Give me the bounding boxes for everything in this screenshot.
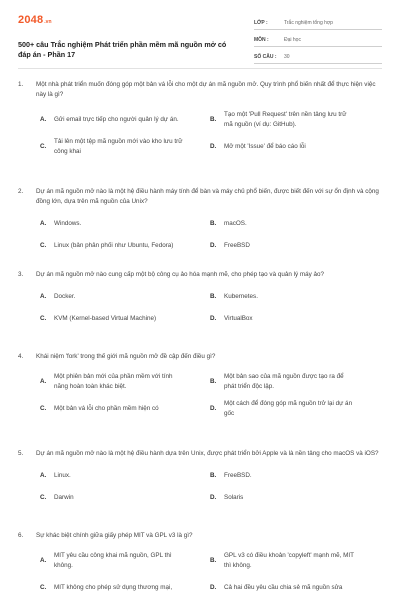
question-header bbox=[18, 449, 382, 459]
option-letter: C. bbox=[40, 315, 47, 323]
option-text: Cả hai đều yêu cầu chia sẻ mã nguồn sửa bbox=[224, 583, 343, 591]
option-letter: B. bbox=[210, 556, 217, 564]
option-row bbox=[40, 547, 382, 574]
option-c[interactable] bbox=[40, 395, 210, 422]
question-text: Dự án mã nguồn mở nào là một hệ điều hành dựa trên Unix, được phát triển bởi Apple và là nền tảng cho macOS và iOS? bbox=[36, 450, 379, 457]
meta-row-class bbox=[254, 16, 382, 30]
option-text: Windows. bbox=[54, 220, 82, 228]
option-text: Linux. bbox=[54, 472, 71, 480]
option-row bbox=[40, 286, 382, 308]
option-a[interactable] bbox=[40, 465, 210, 487]
option-text: Gửi email trực tiếp cho người quản lý dự án. bbox=[54, 115, 179, 123]
question-number: 6. bbox=[18, 532, 24, 539]
option-letter: C. bbox=[40, 404, 47, 412]
answer-options bbox=[40, 547, 382, 601]
option-text: macOS. bbox=[224, 220, 247, 228]
option-text: Docker. bbox=[54, 293, 76, 301]
option-letter: D. bbox=[210, 242, 217, 250]
question-text: Dự án mã nguồn mở nào là một hệ điều hành máy tính để bàn và máy chủ phổ biến, được biết đến với sự ổn định và cộng đồng lớn, dựa trên mã nguồn của Unix? bbox=[36, 188, 379, 205]
answer-options bbox=[40, 465, 382, 509]
meta-row-subject bbox=[254, 33, 382, 47]
option-row bbox=[40, 574, 382, 601]
option-a[interactable] bbox=[40, 547, 210, 574]
meta-value: Đại học bbox=[284, 36, 301, 43]
option-text: Một phiên bản mới của phần mềm với tính năng hoàn toàn khác biệt. bbox=[54, 373, 173, 390]
option-d[interactable] bbox=[210, 487, 380, 509]
question-2 bbox=[18, 187, 382, 257]
option-letter: A. bbox=[40, 293, 47, 301]
question-text: Khái niệm 'fork' trong thế giới mã nguồn mở đề cập đến điều gì? bbox=[36, 353, 216, 360]
document-title: 500+ câu Trắc nghiệm Phát triển phần mềm mã nguồn mở có đáp án - Phần 17 bbox=[18, 40, 227, 59]
option-letter: B. bbox=[210, 293, 217, 301]
option-row bbox=[40, 368, 382, 395]
option-row bbox=[40, 487, 382, 509]
option-letter: C. bbox=[40, 142, 47, 150]
option-text: MIT không cho phép sử dụng thương mại, bbox=[54, 583, 173, 591]
answer-options bbox=[40, 213, 382, 257]
option-a[interactable] bbox=[40, 213, 210, 235]
option-row bbox=[40, 465, 382, 487]
meta-label: LỚP : bbox=[254, 19, 268, 26]
question-number: 3. bbox=[18, 271, 24, 278]
meta-value: Trắc nghiệm tổng hợp bbox=[284, 19, 333, 26]
option-letter: C. bbox=[40, 583, 47, 591]
question-1 bbox=[18, 80, 382, 160]
option-a[interactable] bbox=[40, 106, 210, 133]
option-row bbox=[40, 213, 382, 235]
option-row bbox=[40, 106, 382, 133]
document-header bbox=[18, 12, 382, 60]
meta-label: SỐ CÂU : bbox=[254, 53, 277, 60]
option-c[interactable] bbox=[40, 308, 210, 330]
option-text: KVM (Kernel-based Virtual Machine) bbox=[54, 315, 157, 323]
option-text: Một bản sao của mã nguồn được tạo ra để phát triển độc lập. bbox=[224, 373, 344, 390]
option-d[interactable] bbox=[210, 395, 380, 422]
option-b[interactable] bbox=[210, 368, 380, 395]
option-c[interactable] bbox=[40, 133, 210, 160]
option-letter: C. bbox=[40, 242, 47, 250]
option-letter: B. bbox=[210, 377, 217, 385]
option-letter: C. bbox=[40, 494, 47, 502]
option-a[interactable] bbox=[40, 286, 210, 308]
logo-main-text: 2048 bbox=[18, 14, 44, 26]
option-b[interactable] bbox=[210, 547, 380, 574]
meta-row-count bbox=[254, 50, 382, 64]
question-text: Một nhà phát triển muốn đóng góp một bản vá lỗi cho một dự án mã nguồn mở. Quy trình phổ biến nhất để thực hiện việc này là gì? bbox=[36, 81, 376, 98]
option-b[interactable] bbox=[210, 106, 380, 133]
document-meta bbox=[254, 16, 382, 67]
option-text: Kubernetes. bbox=[224, 293, 258, 301]
option-text: GPL v3 có điều khoản 'copyleft' mạnh mẽ, MIT thì không. bbox=[224, 552, 354, 569]
question-text: Dự án mã nguồn mở nào cung cấp một bộ công cụ ảo hóa mạnh mẽ, cho phép tạo và quản lý máy ảo? bbox=[36, 271, 325, 278]
option-letter: D. bbox=[210, 142, 217, 150]
option-letter: D. bbox=[210, 583, 217, 591]
question-number: 5. bbox=[18, 450, 24, 457]
answer-options bbox=[40, 106, 382, 160]
answer-options bbox=[40, 368, 382, 422]
option-text: Mở một 'Issue' để báo cáo lỗi bbox=[224, 142, 306, 150]
question-number: 1. bbox=[18, 81, 24, 88]
option-b[interactable] bbox=[210, 286, 380, 308]
option-letter: D. bbox=[210, 315, 217, 323]
option-letter: A. bbox=[40, 220, 47, 228]
option-text: Linux (bản phân phối như Ubuntu, Fedora) bbox=[54, 242, 174, 250]
question-5 bbox=[18, 449, 382, 509]
option-d[interactable] bbox=[210, 133, 380, 160]
option-letter: D. bbox=[210, 404, 217, 412]
option-c[interactable] bbox=[40, 487, 210, 509]
question-4 bbox=[18, 352, 382, 422]
option-c[interactable] bbox=[40, 235, 210, 257]
header-divider bbox=[18, 68, 382, 69]
option-text: MIT yêu cầu công khai mã nguồn, GPL thì không. bbox=[54, 552, 172, 569]
option-d[interactable] bbox=[210, 574, 380, 601]
option-text: VirtualBox bbox=[224, 315, 253, 323]
site-logo[interactable] bbox=[18, 14, 52, 26]
option-letter: D. bbox=[210, 494, 217, 502]
option-letter: A. bbox=[40, 556, 47, 564]
answer-options bbox=[40, 286, 382, 330]
question-header bbox=[18, 187, 382, 207]
option-row bbox=[40, 395, 382, 422]
logo-domain-text: .vn bbox=[44, 19, 52, 25]
option-text: Darwin bbox=[54, 494, 74, 502]
option-text: Solaris bbox=[224, 494, 244, 502]
option-letter: B. bbox=[210, 115, 217, 123]
option-d[interactable] bbox=[210, 235, 380, 257]
question-header bbox=[18, 270, 382, 280]
question-header bbox=[18, 352, 382, 362]
option-letter: B. bbox=[210, 220, 217, 228]
option-text: FreeBSD. bbox=[224, 472, 252, 480]
question-3 bbox=[18, 270, 382, 330]
option-letter: A. bbox=[40, 377, 47, 385]
option-d[interactable] bbox=[210, 308, 380, 330]
option-text: Một bản vá lỗi cho phần mềm hiện có bbox=[54, 404, 159, 412]
question-header bbox=[18, 531, 382, 541]
option-text: Tạo một 'Pull Request' trên nền tảng lưu trữ mã nguồn (ví dụ: GitHub). bbox=[224, 111, 347, 128]
option-text: Một cách để đóng góp mã nguồn trở lại dự án gốc bbox=[224, 400, 353, 417]
option-letter: A. bbox=[40, 472, 47, 480]
option-row bbox=[40, 235, 382, 257]
option-c[interactable] bbox=[40, 574, 210, 601]
question-6 bbox=[18, 531, 382, 601]
question-number: 2. bbox=[18, 188, 24, 195]
option-text: Tải lên một tệp mã nguồn mới vào kho lưu trữ công khai bbox=[54, 138, 183, 155]
option-letter: B. bbox=[210, 472, 217, 480]
option-b[interactable] bbox=[210, 465, 380, 487]
option-b[interactable] bbox=[210, 213, 380, 235]
option-row bbox=[40, 133, 382, 160]
option-row bbox=[40, 308, 382, 330]
question-header bbox=[18, 80, 382, 100]
option-text: FreeBSD bbox=[224, 242, 250, 250]
option-a[interactable] bbox=[40, 368, 210, 395]
question-number: 4. bbox=[18, 353, 24, 360]
option-letter: A. bbox=[40, 115, 47, 123]
meta-label: MÔN : bbox=[254, 36, 269, 43]
meta-value: 30 bbox=[284, 53, 290, 60]
question-text: Sự khác biệt chính giữa giấy phép MIT và GPL v3 là gì? bbox=[36, 532, 193, 539]
